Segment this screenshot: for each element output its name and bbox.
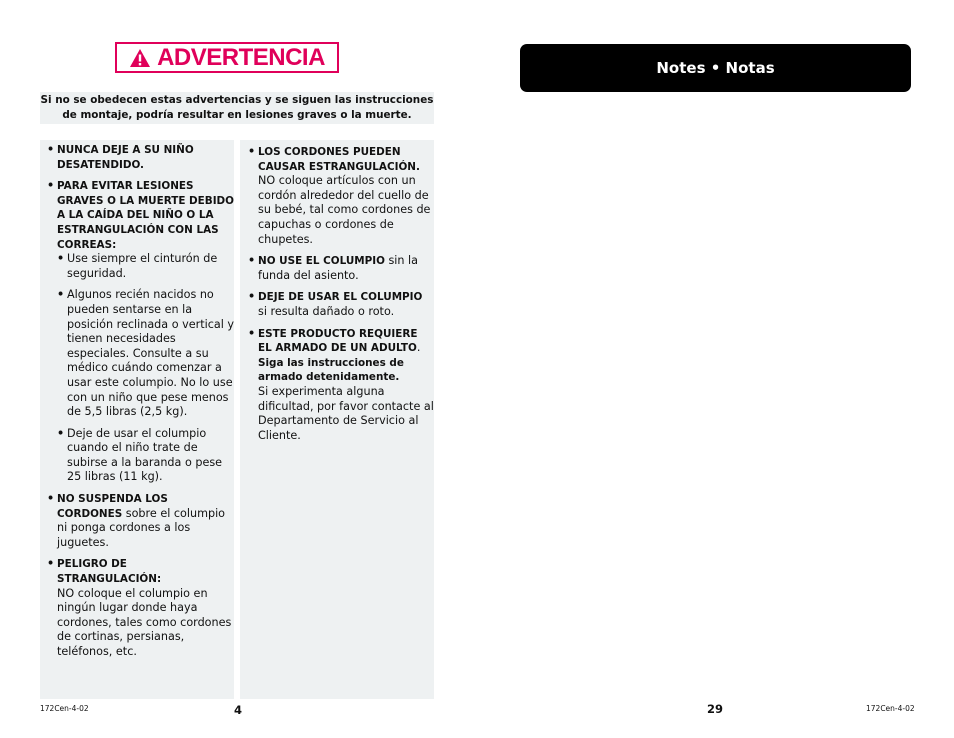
list-item: • PARA EVITAR LESIONES GRAVES O LA MUERTE DEBIDO A LA CAÍDA DEL NIÑO O LA ESTRANGULACIÓN CON LAS CORREAS: • Use siempre el cinturón de seguridad. • Algunos recién nacidos no pueden sentarse en la posición reclinada o vertical y tienen necesidades especiales. Consulte a su médico cuándo comenzar a usar este columpio. No lo use con un niño que pese menos de 5,5 libras (2,5 kg). • Deje de usar el columpio cuando el niño trate de subirse a la baranda o pese 25 libras (11 kg). xyxy=(47,179,235,484)
warning-banner xyxy=(115,42,339,73)
item-bold-text: LOS CORDONES PUEDEN CAUSAR ESTRANGULACIÓN. xyxy=(258,146,420,173)
item-text: Deje de usar el columpio cuando el niño trate de subirse a la baranda o pese 25 libras (11 kg). xyxy=(67,426,223,484)
item-separator: . xyxy=(416,341,421,355)
item-bold-text: NO SUSPENDA LOS CORDONES xyxy=(57,493,168,520)
warning-intro-line1: Si no se obedecen estas advertencias y se siguen las instrucciones xyxy=(40,94,434,106)
warning-triangle-icon xyxy=(129,48,151,68)
warning-intro xyxy=(40,92,434,124)
list-item: • ESTE PRODUCTO REQUIERE EL ARMADO DE UN ADULTO. Siga las instrucciones de armado detenidamente. Si experimenta alguna dificultad, por favor contacte al Departamento de Servicio al Cliente. xyxy=(248,326,434,442)
item-bold-text: DEJE DE USAR EL COLUMPIO xyxy=(258,291,423,304)
item-text: NO coloque el columpio en ningún lugar donde haya cordones, tales como cordones de cortinas, persianas, teléfonos, etc. xyxy=(57,586,232,658)
item-bold-text: Siga las instrucciones de armado detenidamente. xyxy=(258,356,404,384)
list-item: • NUNCA DEJE A SU NIÑO DESATENDIDO. xyxy=(47,143,194,171)
item-text: sobre el columpio ni ponga cordones a los juguetes. xyxy=(57,506,226,549)
footer-code-left: 172Cen-4-02 xyxy=(40,704,89,713)
item-text: NO coloque artículos con un cordón alrededor del cuello de su bebé, tal como cordones de capuchas o cordones de chupetes. xyxy=(258,174,431,246)
sub-list-item: • Use siempre el cinturón de seguridad. xyxy=(57,252,218,280)
item-bold-text: NUNCA DEJE A SU NIÑO DESATENDIDO. xyxy=(57,144,194,171)
notes-header xyxy=(520,44,911,92)
warning-intro-line2: de montaje, podría resultar en lesiones graves o la muerte. xyxy=(62,109,412,121)
list-item: • LOS CORDONES PUEDEN CAUSAR ESTRANGULACIÓN. NO coloque artículos con un cordón alrededor del cuello de su bebé, tal como cordones de capuchas o cordones de chupetes. xyxy=(248,145,431,246)
sub-list-item: • Deje de usar el columpio cuando el niño trate de subirse a la baranda o pese 25 libras (11 kg). xyxy=(57,426,223,484)
item-text: si resulta dañado o roto. xyxy=(258,304,395,318)
warning-column-middle xyxy=(240,140,434,699)
item-text: Si experimenta alguna dificultad, por favor contacte al Departamento de Servicio al Cliente. xyxy=(258,384,434,442)
list-item: • NO SUSPENDA LOS CORDONES sobre el columpio ni ponga cordones a los juguetes. xyxy=(47,492,226,549)
item-bold-text: PELIGRO DE STRANGULACIÓN: xyxy=(57,558,162,586)
item-text: sin la funda del asiento. xyxy=(258,254,419,282)
warning-title: ADVERTENCIA xyxy=(157,43,325,71)
sub-list-item: • Algunos recién nacidos no pueden sentarse en la posición reclinada o vertical y tienen necesidades especiales. Consulte a su médico cuándo comenzar a usar este columpio. No lo use con un niño que pese menos de 5,5 libras (2,5 kg). xyxy=(57,288,234,419)
page-number-right: 29 xyxy=(707,702,724,716)
list-item: • DEJE DE USAR EL COLUMPIO si resulta dañado o roto. xyxy=(248,290,423,318)
list-item: • PELIGRO DE STRANGULACIÓN: NO coloque el columpio en ningún lugar donde haya cordones, tales como cordones de cortinas, persianas, teléfonos, etc. xyxy=(47,557,232,658)
item-bold-text: ESTE PRODUCTO REQUIERE EL ARMADO DE UN ADULTO xyxy=(258,327,418,355)
warning-column-left xyxy=(40,140,234,699)
footer-code-right: 172Cen-4-02 xyxy=(866,704,915,713)
notes-title: Notes • Notas xyxy=(656,59,775,77)
list-item: • NO USE EL COLUMPIO sin la funda del asiento. xyxy=(248,254,419,282)
page-number-left: 4 xyxy=(234,703,243,717)
item-bold-text: PARA EVITAR LESIONES GRAVES O LA MUERTE DEBIDO A LA CAÍDA DEL NIÑO O LA ESTRANGULACIÓN CON LAS CORREAS: xyxy=(57,180,235,251)
item-text: Algunos recién nacidos no pueden sentarse en la posición reclinada o vertical y tienen necesidades especiales. Consulte a su médico cuándo comenzar a usar este columpio. No lo use con un niño que pese menos de 5,5 libras (2,5 kg). xyxy=(67,288,234,419)
item-text: Use siempre el cinturón de seguridad. xyxy=(67,252,218,280)
item-bold-text: NO USE EL COLUMPIO xyxy=(258,255,385,268)
